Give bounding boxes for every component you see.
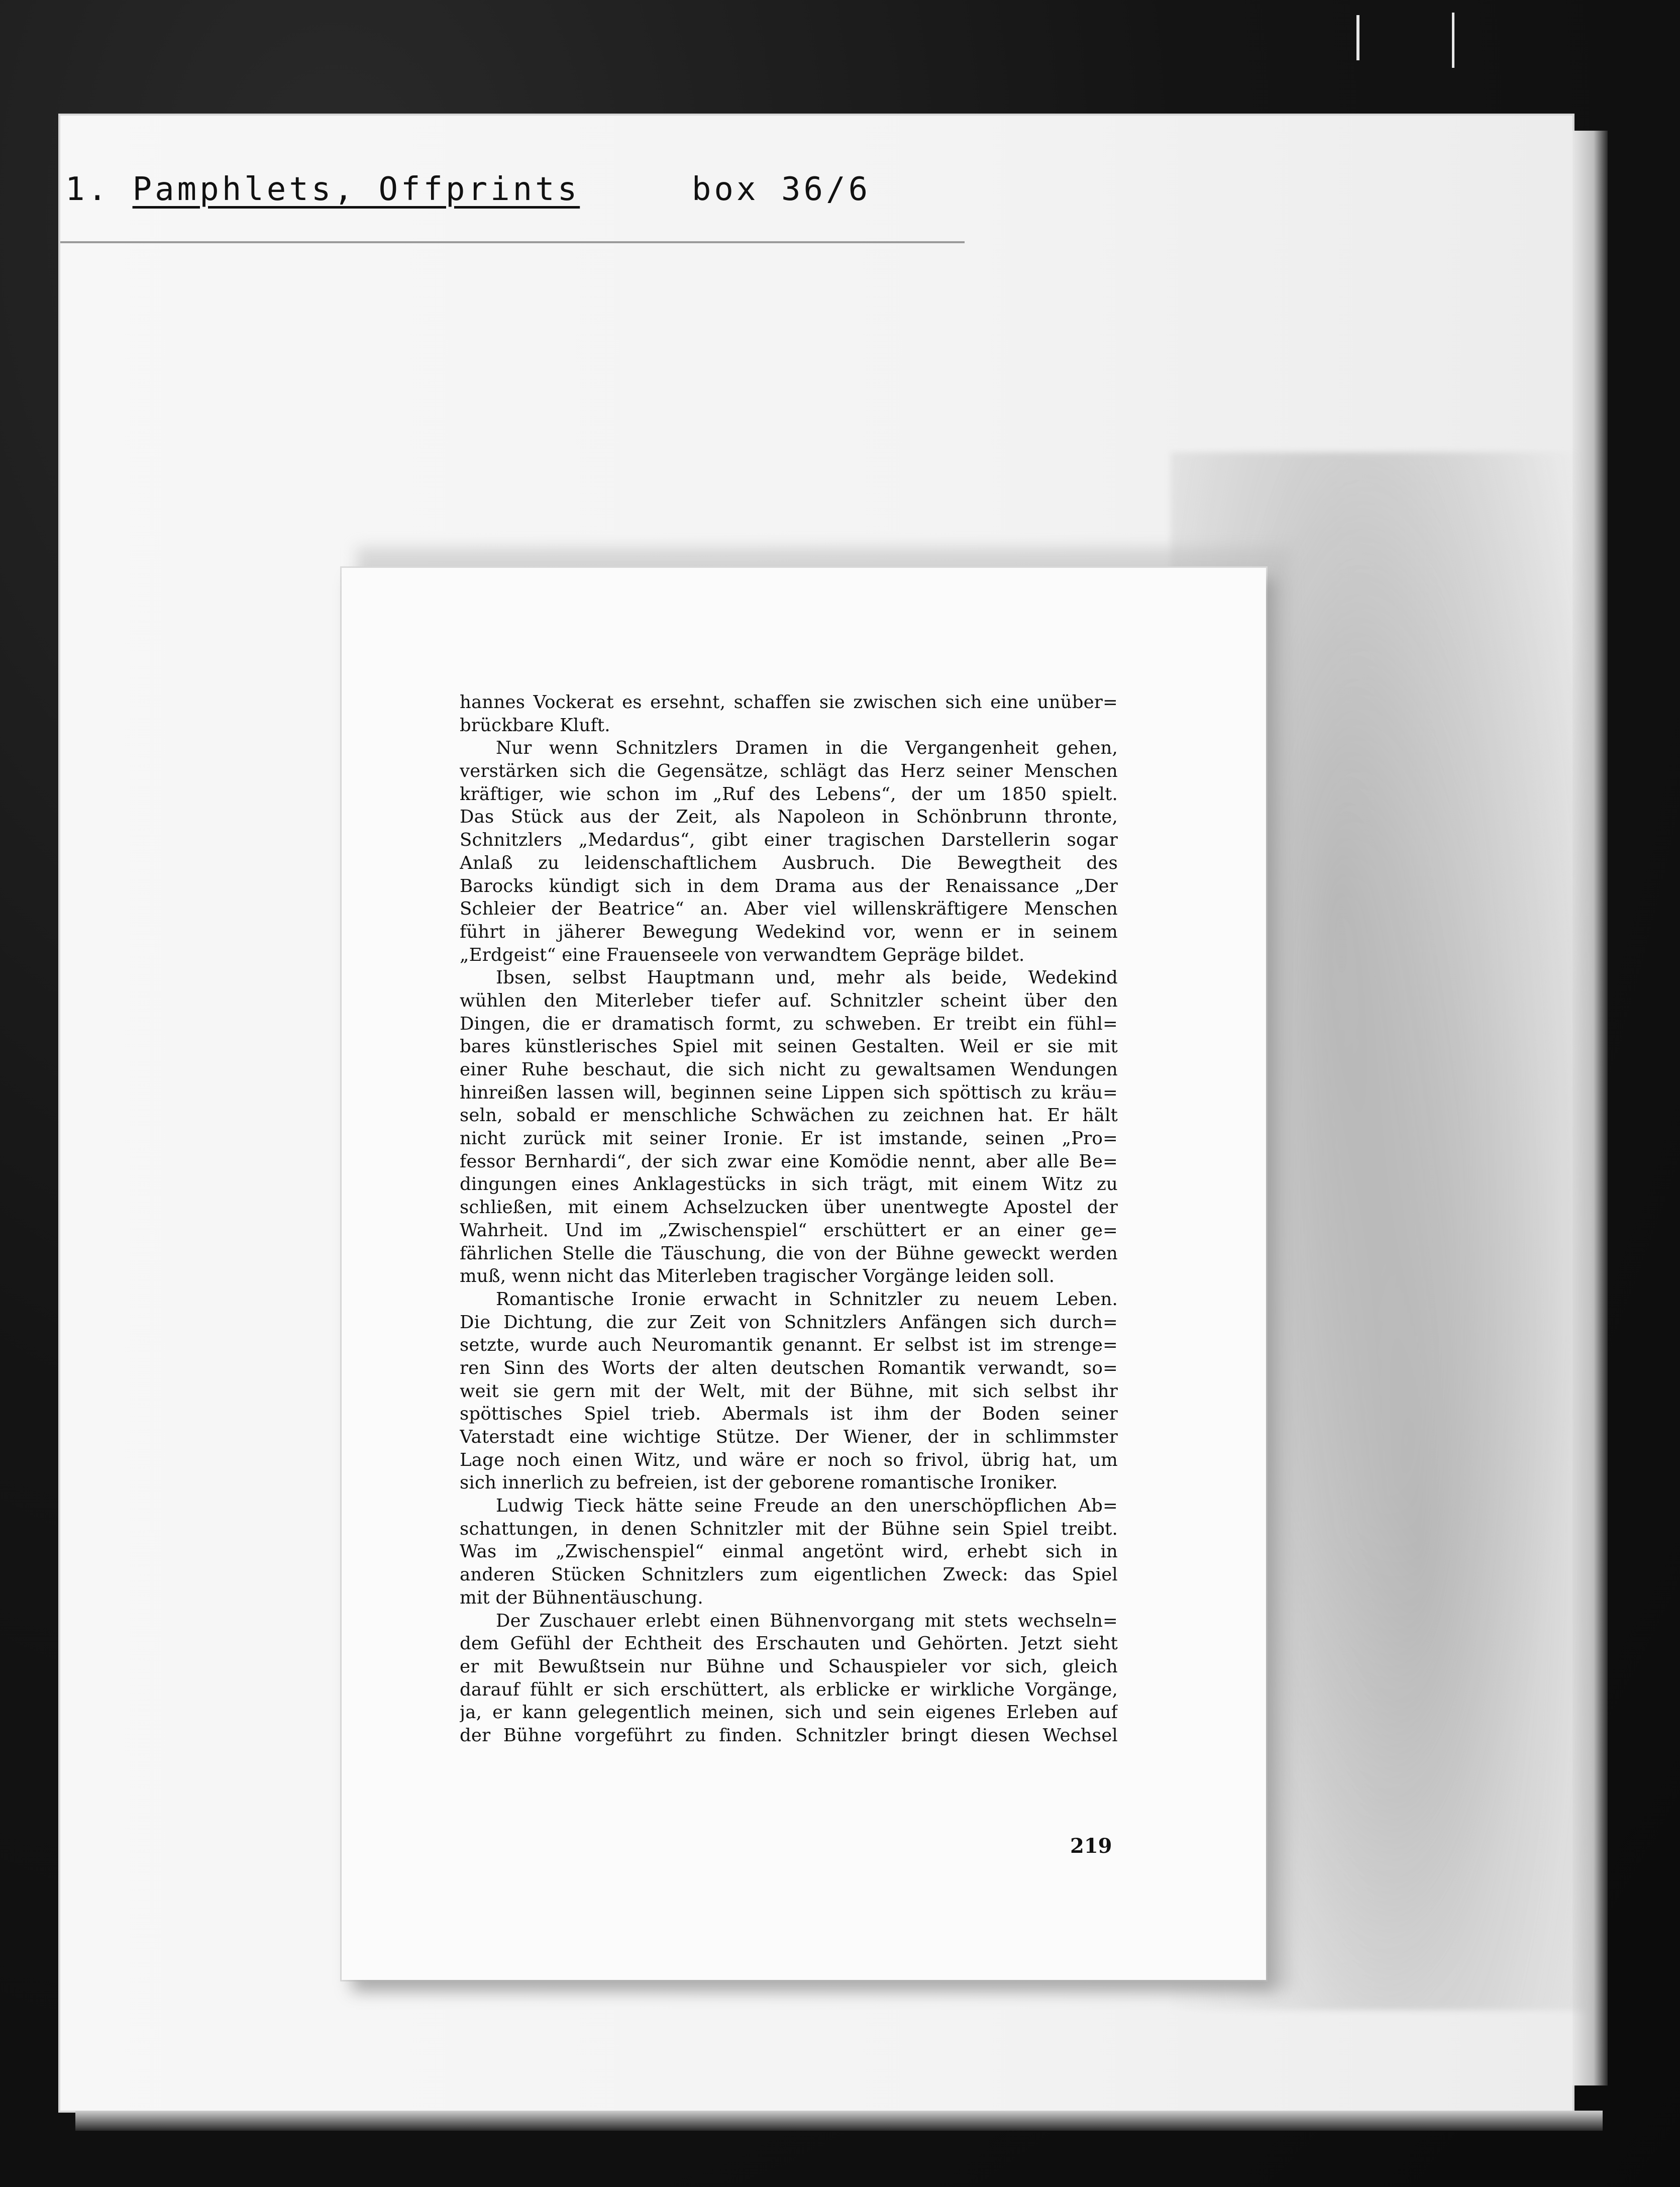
text-line: Das Stück aus der Zeit, als Napoleon in Schönbrunn thronte, (460, 807, 1118, 828)
text-line: der Bühne vorgeführt zu finden. Schnitzler bringt diesen Wechsel (460, 1725, 1118, 1746)
text-line: fessor Bernhardi“, der sich zwar eine Komödie nennt, aber alle Be= (460, 1151, 1118, 1172)
text-line: Nur wenn Schnitzlers Dramen in die Vergangenheit gehen, (496, 738, 1118, 759)
text-line: muß, wenn nicht das Miterleben tragischer Vorgänge leiden soll. (460, 1266, 1055, 1287)
text-line: anderen Stücken Schnitzlers zum eigentlichen Zweck: das Spiel (460, 1564, 1118, 1585)
text-line: bares künstlerisches Spiel mit seinen Gestalten. Weil er sie mit (460, 1036, 1118, 1057)
text-line: Die Dichtung, die zur Zeit von Schnitzlers Anfängen sich durch= (460, 1312, 1118, 1333)
text-line: Lage noch einen Witz, und wäre er noch so frivol, übrig hat, um (460, 1449, 1118, 1470)
text-line: einer Ruhe beschaut, die sich nicht zu gewaltsamen Wendungen (460, 1059, 1118, 1080)
text-line: ja, er kann gelegentlich meinen, sich und sein eigenes Erleben auf (460, 1702, 1118, 1723)
text-line: Was im „Zwischenspiel“ einmal angetönt wird, erhebt sich in (460, 1541, 1118, 1562)
text-line: nicht zurück mit seiner Ironie. Er ist imstande, seinen „Pro= (460, 1128, 1118, 1149)
film-mark (1452, 13, 1454, 68)
text-line: Ludwig Tieck hätte seine Freude an den unerschöpflichen Ab= (496, 1496, 1118, 1517)
page-text (460, 691, 1118, 1747)
text-line: er mit Bewußtsein nur Bühne und Schauspieler vor sich, gleich (460, 1656, 1118, 1677)
text-line: „Erdgeist“ eine Frauenseele von verwandtem Gepräge bildet. (460, 944, 1025, 965)
text-line: schließen, mit einem Achselzucken über unentwegte Apostel der (460, 1197, 1118, 1218)
text-line: Schnitzlers „Medardus“, gibt einer tragischen Darstellerin sogar (460, 830, 1118, 851)
text-line: sich innerlich zu befreien, ist der geborene romantische Ironiker. (460, 1472, 1058, 1494)
text-line: hinreißen lassen will, beginnen seine Lippen sich spöttisch zu kräu= (460, 1082, 1118, 1103)
label-number: 1. (65, 171, 111, 208)
text-line: Dingen, die er dramatisch formt, zu schweben. Er treibt ein fühl= (460, 1013, 1118, 1034)
text-line: dem Gefühl der Echtheit des Erschauten und Gehörten. Jetzt sieht (460, 1633, 1118, 1654)
text-line: brückbare Kluft. (460, 715, 610, 736)
label-box: box 36/6 (691, 171, 871, 208)
text-line: spöttisches Spiel trieb. Abermals ist ihm der Boden seiner (460, 1404, 1118, 1425)
text-line: Wahrheit. Und im „Zwischenspiel“ erschüttert er an einer ge= (460, 1220, 1118, 1241)
text-line: setzte, wurde auch Neuromantik genannt. Er selbst ist im strenge= (460, 1335, 1118, 1356)
text-line: kräftiger, wie schon im „Ruf des Lebens“, der um 1850 spielt. (460, 783, 1118, 805)
archive-label (65, 171, 871, 208)
label-category: Pamphlets, Offprints (132, 171, 580, 208)
text-line: dingungen eines Anklagestücks in sich trägt, mit einem Witz zu (460, 1174, 1118, 1195)
text-line: Ibsen, selbst Hauptmann und, mehr als beide, Wedekind (496, 967, 1118, 988)
text-line: Romantische Ironie erwacht in Schnitzler zu neuem Leben. (496, 1288, 1118, 1310)
text-line: weit sie gern mit der Welt, mit der Bühne, mit sich selbst ihr (460, 1380, 1118, 1402)
film-mark (1356, 15, 1359, 60)
text-line: Barocks kündigt sich in dem Drama aus der Renaissance „Der (460, 875, 1118, 897)
text-line: hannes Vockerat es ersehnt, schaffen sie zwischen sich eine unüber= (460, 692, 1118, 713)
card-bottom-edge (75, 2111, 1603, 2131)
text-line: fährlichen Stelle die Täuschung, die von der Bühne geweckt werden (460, 1243, 1118, 1264)
text-line: seln, sobald er menschliche Schwächen zu zeichnen hat. Er hält (460, 1105, 1118, 1126)
text-line: Anlaß zu leidenschaftlichem Ausbruch. Die Bewegtheit des (460, 852, 1118, 873)
text-line: führt in jäherer Bewegung Wedekind vor, wenn er in seinem (460, 921, 1118, 942)
text-line: Der Zuschauer erlebt einen Bühnenvorgang mit stets wechseln= (496, 1610, 1118, 1631)
text-line: mit der Bühnentäuschung. (460, 1587, 703, 1608)
page-number: 219 (1070, 1834, 1112, 1858)
text-line: darauf fühlt er sich erschüttert, als erblicke er wirkliche Vorgänge, (460, 1679, 1118, 1700)
text-line: schattungen, in denen Schnitzler mit der Bühne sein Spiel treibt. (460, 1518, 1118, 1539)
text-line: wühlen den Miterleber tiefer auf. Schnitzler scheint über den (460, 990, 1118, 1011)
text-line: Vaterstadt eine wichtige Stütze. Der Wiener, der in schlimmster (460, 1427, 1118, 1447)
text-line: Schleier der Beatrice“ an. Aber viel willenskräftigere Menschen (460, 899, 1118, 920)
text-line: verstärken sich die Gegensätze, schlägt das Herz seiner Menschen (460, 761, 1118, 782)
text-line: ren Sinn des Worts der alten deutschen Romantik verwandt, so= (460, 1357, 1118, 1378)
